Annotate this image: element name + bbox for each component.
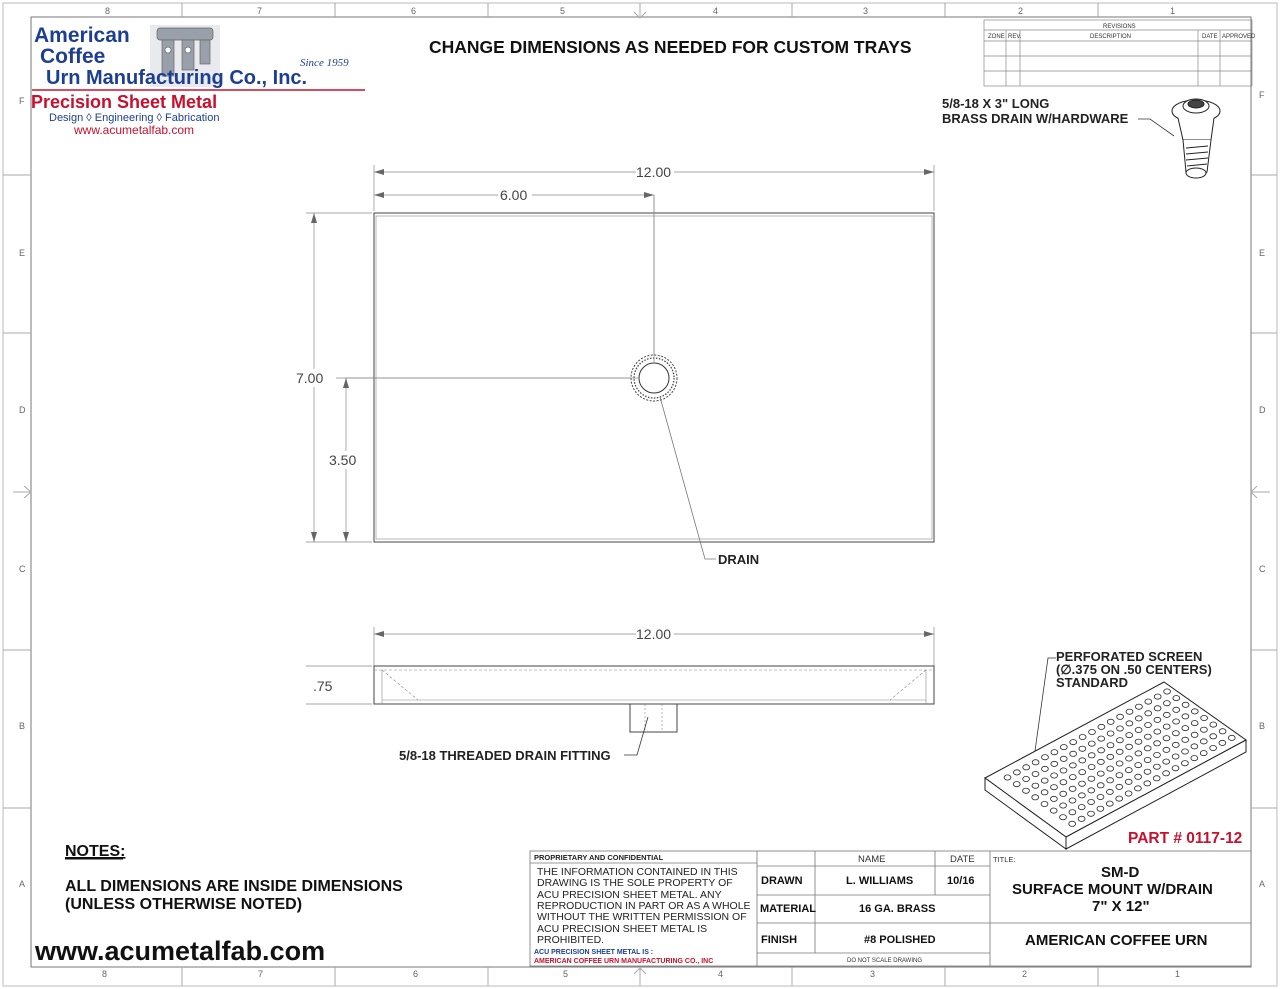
perforation-hole [1173, 719, 1180, 724]
zone-top-4: 4 [713, 6, 719, 16]
proprietary-line-4: REPRODUCTION IN PART OR AS A WHOLE [537, 900, 751, 912]
perforation-hole [1097, 794, 1104, 799]
perforation-hole [1097, 806, 1104, 811]
perforation-hole [1145, 722, 1152, 727]
perforation-hole [1098, 736, 1105, 741]
perforation-hole [1191, 709, 1198, 714]
perforation-hole [1154, 752, 1161, 757]
revisions-col-rev: REV. [1008, 34, 1022, 40]
screen-callout-line3: STANDARD [1056, 675, 1128, 690]
perforation-hole [1173, 707, 1180, 712]
perforation-hole [1135, 786, 1142, 791]
perforation-hole [1078, 816, 1085, 821]
perforation-hole [1013, 782, 1020, 787]
perforation-hole [1032, 771, 1039, 776]
logo-services: Design ◊ Engineering ◊ Fabrication [49, 112, 220, 124]
title-line1: SM-D [1101, 864, 1140, 881]
perforation-hole [1079, 770, 1086, 775]
zone-right-b: B [1259, 721, 1266, 731]
perforation-hole [1107, 754, 1114, 759]
perforation-hole [1088, 764, 1095, 769]
perforation-hole [1088, 788, 1095, 793]
perforation-hole [1135, 763, 1142, 768]
zone-bottom-6: 6 [413, 969, 419, 979]
perforation-hole [1069, 786, 1076, 791]
perforation-hole [1069, 798, 1076, 803]
zone-bottom-1: 1 [1175, 969, 1181, 979]
perforation-hole [1116, 761, 1123, 766]
perforation-hole [1060, 780, 1067, 785]
perforation-hole [1201, 727, 1208, 732]
perforation-hole [1201, 715, 1208, 720]
website-large: www.acumetalfab.com [35, 936, 326, 966]
zone-bottom-2: 2 [1022, 969, 1028, 979]
zone-left-a: A [19, 879, 26, 889]
dim-half-height: 3.50 [329, 452, 357, 468]
proprietary-line-3: ACU PRECISION SHEET METAL. ANY [537, 889, 722, 901]
title-label: TITLE: [993, 855, 1016, 864]
logo-since: Since 1959 [300, 57, 349, 69]
zone-right-a: A [1259, 879, 1266, 889]
perforation-hole [1126, 709, 1133, 714]
center-mark-left [13, 486, 31, 498]
perforation-hole [1069, 775, 1076, 780]
perforation-hole [1098, 724, 1105, 729]
zone-left-b: B [19, 721, 26, 731]
perforation-hole [1164, 701, 1171, 706]
perforation-hole [1182, 714, 1189, 719]
perforation-hole [1182, 749, 1189, 754]
zone-right-d: D [1259, 405, 1266, 415]
customer-name: AMERICAN COFFEE URN [1025, 932, 1208, 949]
perforation-hole [1219, 740, 1226, 745]
proprietary-line-2: DRAWING IS THE SOLE PROPERTY OF [537, 877, 733, 889]
center-mark-bottom [634, 967, 646, 986]
perforation-hole [1041, 778, 1048, 783]
perforation-hole [1135, 716, 1142, 721]
zone-bottom-5: 5 [563, 969, 569, 979]
perforation-hole [1107, 766, 1114, 771]
revisions-col-zone: ZONE [988, 34, 1005, 40]
perforation-hole [1210, 734, 1217, 739]
perforation-hole [1070, 740, 1077, 745]
screen-callout-line1: PERFORATED SCREEN [1056, 649, 1203, 664]
perforation-hole [1032, 795, 1039, 800]
dim-top-width: 12.00 [636, 164, 672, 180]
revisions-col-description: DESCRIPTION [1090, 34, 1132, 40]
perforation-hole [1154, 764, 1161, 769]
zone-bottom-3: 3 [870, 969, 876, 979]
perforation-hole [1154, 694, 1161, 699]
logo-website: www.acumetalfab.com [74, 123, 195, 137]
perforation-hole [1060, 756, 1067, 761]
perforation-hole [1191, 721, 1198, 726]
perforation-hole [1219, 729, 1226, 734]
center-mark-right [1251, 486, 1270, 498]
perforation-hole [1051, 773, 1058, 778]
perforation-hole [1135, 751, 1142, 756]
perforation-hole [1200, 739, 1207, 744]
revisions-col-approved: APPROVED [1222, 34, 1256, 40]
perforation-hole [1163, 771, 1170, 776]
title-line3: 7" X 12" [1092, 898, 1150, 915]
perforation-hole [1125, 791, 1132, 796]
perforation-hole [1088, 811, 1095, 816]
screen-callout-line2: (∅.375 ON .50 CENTERS) [1056, 662, 1212, 677]
revisions-title: REVISIONS [1103, 24, 1136, 30]
proprietary-line-6: ACU PRECISION SHEET METAL IS [537, 923, 708, 935]
perforation-hole [1107, 789, 1114, 794]
perforation-hole [1070, 751, 1077, 756]
perforation-hole [1098, 748, 1105, 753]
perforation-hole [1116, 796, 1123, 801]
perforation-hole [1173, 696, 1180, 701]
perforation-hole [1107, 743, 1114, 748]
perforation-hole [1200, 751, 1207, 756]
perforation-hole [1079, 781, 1086, 786]
perforation-hole [1069, 810, 1076, 815]
perforation-hole [1126, 756, 1133, 761]
perforation-hole [1191, 756, 1198, 761]
zone-top-2: 2 [1018, 6, 1024, 16]
finish-value: #8 POLISHED [864, 934, 936, 946]
zone-left-f: F [19, 96, 25, 106]
perforation-hole [1126, 733, 1133, 738]
title-line2: SURFACE MOUNT W/DRAIN [1012, 881, 1213, 898]
dim-half-width: 6.00 [500, 187, 528, 203]
perforation-hole [1107, 719, 1114, 724]
perforation-hole [1135, 774, 1142, 779]
perforation-hole [1041, 790, 1048, 795]
zone-top-1: 1 [1170, 6, 1176, 16]
perforation-hole [1097, 783, 1104, 788]
zone-left-d: D [19, 405, 26, 415]
date-header: DATE [950, 854, 975, 865]
perforation-hole [1173, 731, 1180, 736]
perforation-hole [1042, 755, 1049, 760]
perforation-hole [1135, 739, 1142, 744]
name-header: NAME [858, 854, 886, 865]
perforation-hole [1117, 714, 1124, 719]
tray-side-outline [374, 666, 934, 704]
perforation-hole [1126, 744, 1133, 749]
perforation-hole [1191, 744, 1198, 749]
material-label: MATERIAL [760, 903, 817, 915]
drain-hardware-callout-line1: 5/8-18 X 3" LONG [942, 96, 1050, 111]
perforation-hole [1088, 776, 1095, 781]
perforation-hole [1079, 746, 1086, 751]
perforation-hole [1078, 805, 1085, 810]
perforation-hole [1154, 717, 1161, 722]
top-view [294, 164, 934, 567]
perforated-screen-view [985, 649, 1246, 849]
zone-top-6: 6 [411, 6, 417, 16]
perforation-hole [1051, 750, 1058, 755]
perforation-hole [1004, 775, 1011, 780]
perforation-hole [1060, 745, 1067, 750]
perforation-hole [1088, 753, 1095, 758]
drawn-date: 10/16 [947, 875, 975, 887]
perforation-hole [1126, 721, 1133, 726]
perforation-hole [1107, 731, 1114, 736]
perforation-hole [1023, 765, 1030, 770]
acu-is-label: ACU PRECISION SHEET METAL IS : [534, 949, 654, 956]
perforation-hole [1107, 778, 1114, 783]
perforation-hole [1164, 689, 1171, 694]
zone-left-e: E [19, 248, 26, 258]
zone-top-5: 5 [560, 6, 566, 16]
zone-right-c: C [1259, 564, 1266, 574]
logo-line-coffee: Coffee [40, 45, 106, 68]
perforation-hole [1144, 781, 1151, 786]
perforation-hole [1125, 779, 1132, 784]
notes-line1: ALL DIMENSIONS ARE INSIDE DIMENSIONS [65, 878, 403, 895]
perforation-hole [1042, 766, 1049, 771]
perforation-hole [1032, 760, 1039, 765]
logo-line-american: American [34, 24, 130, 47]
perforation-hole [1069, 821, 1076, 826]
notes-line2: (UNLESS OTHERWISE NOTED) [65, 896, 303, 913]
perforation-hole [1145, 734, 1152, 739]
perforation-hole [1182, 737, 1189, 742]
perforation-hole [1154, 741, 1161, 746]
zone-bottom-8: 8 [102, 969, 108, 979]
perforation-hole [1050, 808, 1057, 813]
perforation-hole [1163, 759, 1170, 764]
perforation-hole [1172, 766, 1179, 771]
perforation-hole [1145, 711, 1152, 716]
threaded-fitting-label: 5/8-18 THREADED DRAIN FITTING [399, 748, 611, 763]
header-note: CHANGE DIMENSIONS AS NEEDED FOR CUSTOM TRAYS [429, 37, 912, 57]
perforation-hole [1210, 722, 1217, 727]
perforation-hole [1051, 785, 1058, 790]
zone-top-7: 7 [257, 6, 263, 16]
drawn-label: DRAWN [761, 875, 803, 887]
dim-side-height: .75 [313, 678, 333, 694]
perforation-hole [1172, 754, 1179, 759]
zone-bottom-7: 7 [258, 969, 264, 979]
perforation-hole [1051, 796, 1058, 801]
zone-bottom-4: 4 [718, 969, 724, 979]
perforation-hole [1098, 759, 1105, 764]
dim-side-width: 12.00 [636, 626, 672, 642]
perforation-hole [1144, 757, 1151, 762]
perforation-hole [1023, 788, 1030, 793]
company-logo [31, 24, 365, 137]
perforation-hole [1191, 732, 1198, 737]
drain-fitting [630, 704, 677, 732]
acu-company-label: AMERICAN COFFEE URN MANUFACTURING CO., INC [534, 958, 714, 965]
perforation-hole [1041, 801, 1048, 806]
dim-height: 7.00 [296, 370, 324, 386]
perforation-hole [1079, 758, 1086, 763]
perforation-hole [1163, 724, 1170, 729]
drain-label: DRAIN [718, 552, 760, 567]
drawn-name: L. WILLIAMS [846, 875, 914, 887]
material-value: 16 GA. BRASS [859, 903, 936, 915]
perforation-hole [1154, 729, 1161, 734]
proprietary-line-7: PROHIBITED. [537, 934, 605, 946]
side-view [306, 626, 934, 763]
proprietary-line-5: WITHOUT THE WRITTEN PERMISSION OF [537, 911, 747, 923]
zone-top-8: 8 [105, 6, 111, 16]
perforation-hole [1117, 738, 1124, 743]
perforation-hole [1210, 745, 1217, 750]
perforation-hole [1182, 702, 1189, 707]
logo-line-urn: Urn Manufacturing Co., Inc. [46, 67, 308, 89]
zone-top-3: 3 [863, 6, 869, 16]
perforation-hole [1060, 815, 1067, 820]
perforation-hole [1060, 768, 1067, 773]
perforation-hole [1144, 746, 1151, 751]
zone-right-e: E [1259, 248, 1266, 258]
finish-label: FINISH [761, 934, 798, 946]
logo-tagline: Precision Sheet Metal [31, 92, 218, 112]
zone-right-f: F [1259, 90, 1265, 100]
perforation-hole [1163, 712, 1170, 717]
perforation-hole [1089, 729, 1096, 734]
perforation-hole [1060, 803, 1067, 808]
drain-hardware-leader [1138, 119, 1174, 136]
perforation-hole [1163, 747, 1170, 752]
perforation-hole [1135, 727, 1142, 732]
perforation-hole [1163, 736, 1170, 741]
perforation-hole [1145, 699, 1152, 704]
perforation-hole [1153, 776, 1160, 781]
perforation-hole [1106, 801, 1113, 806]
part-number: PART # 0117-12 [1128, 830, 1243, 847]
proprietary-title: PROPRIETARY AND CONFIDENTIAL [534, 853, 664, 862]
perforation-hole [1116, 773, 1123, 778]
brass-drain-icon [1172, 99, 1220, 178]
perforation-hole [1228, 735, 1235, 740]
perforation-hole [1070, 763, 1077, 768]
perforation-hole [1088, 741, 1095, 746]
perforation-hole [1172, 742, 1179, 747]
perforation-hole [1023, 776, 1030, 781]
perforation-hole [1182, 761, 1189, 766]
perforation-hole [1014, 770, 1021, 775]
perforation-hole [1051, 761, 1058, 766]
perforation-hole [1136, 704, 1143, 709]
perforation-hole [1079, 793, 1086, 798]
drain-hardware-callout-line2: BRASS DRAIN W/HARDWARE [942, 111, 1129, 126]
drain-leader [660, 397, 716, 559]
perforation-hole [1032, 783, 1039, 788]
perforation-hole [1097, 771, 1104, 776]
do-not-scale: DO NOT SCALE DRAWING [847, 958, 923, 964]
notes-title: NOTES: [65, 843, 126, 860]
perforation-hole [1144, 769, 1151, 774]
perforation-hole [1182, 726, 1189, 731]
perforation-hole [1088, 799, 1095, 804]
perforation-hole [1154, 706, 1161, 711]
zone-left-c: C [19, 564, 26, 574]
perforation-hole [1116, 749, 1123, 754]
perforation-hole [1125, 768, 1132, 773]
center-mark-top [634, 3, 646, 18]
perforation-hole [1060, 791, 1067, 796]
revisions-col-date: DATE [1202, 34, 1218, 40]
perforation-hole [1079, 734, 1086, 739]
perforation-hole [1117, 726, 1124, 731]
perforation-hole [1116, 784, 1123, 789]
proprietary-line-1: THE INFORMATION CONTAINED IN THIS [537, 866, 738, 878]
